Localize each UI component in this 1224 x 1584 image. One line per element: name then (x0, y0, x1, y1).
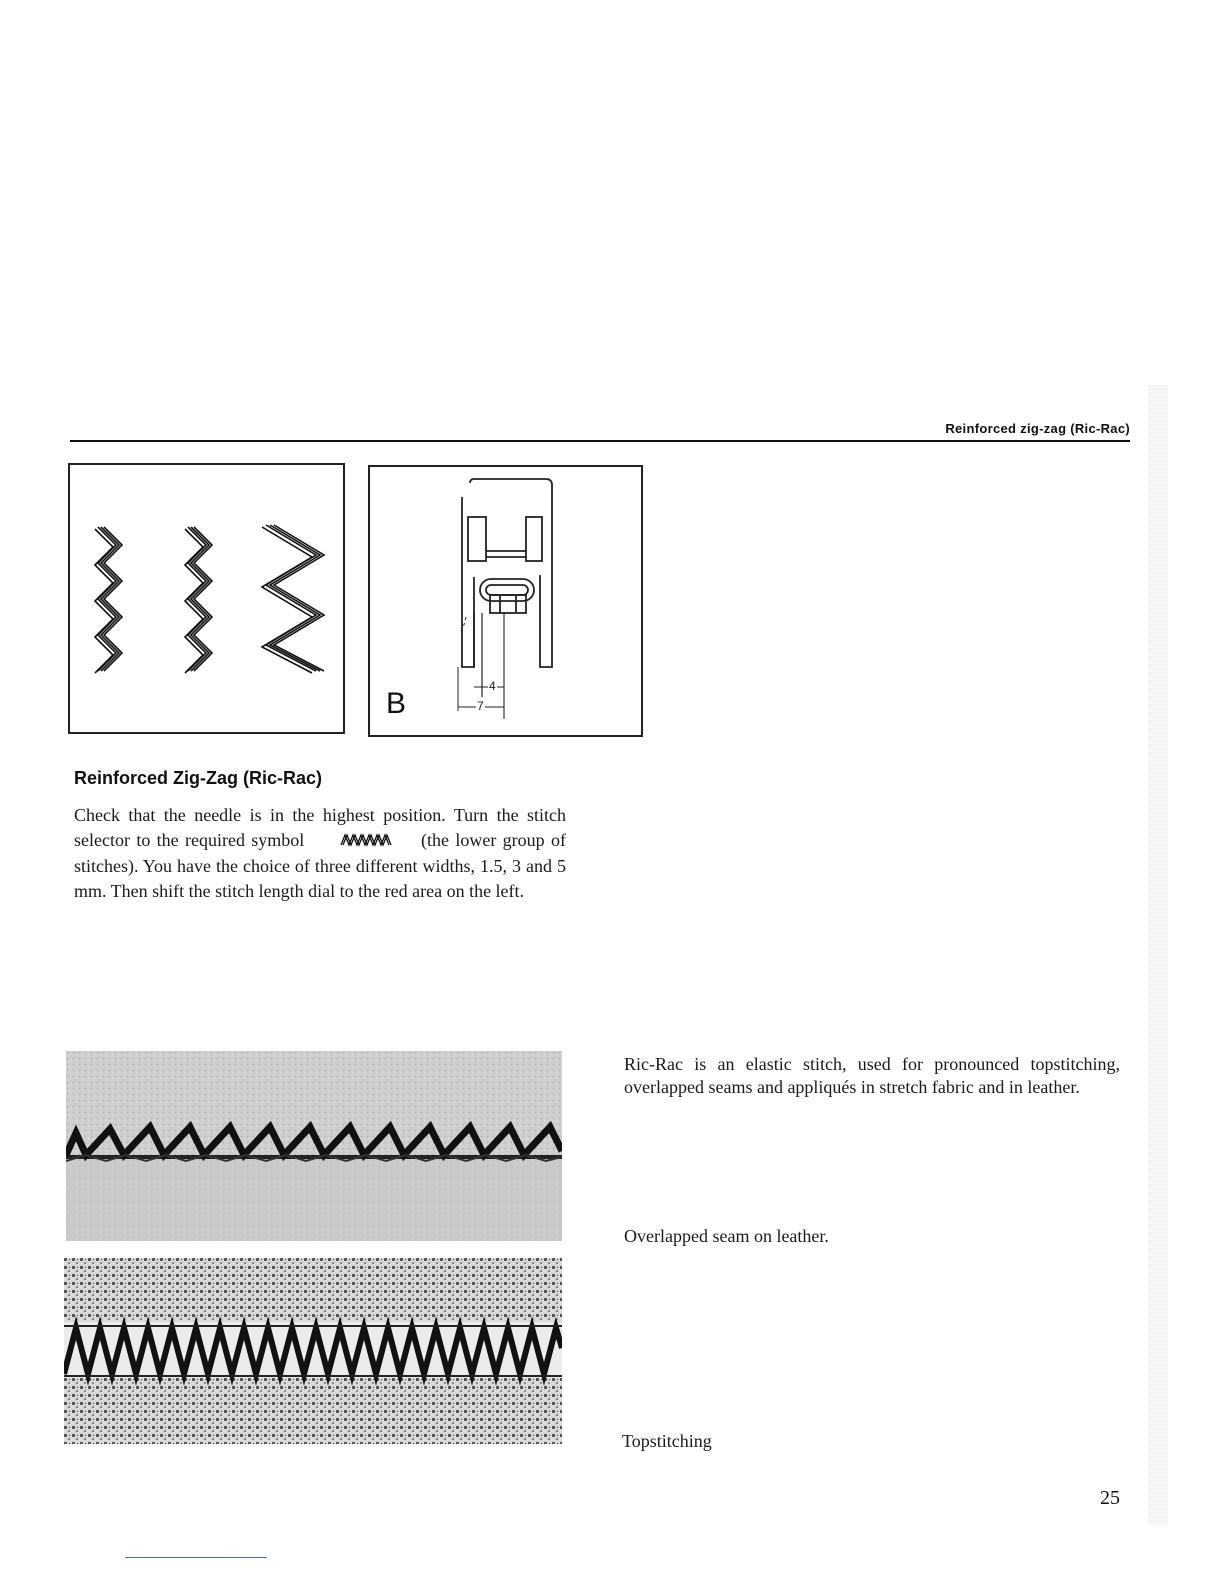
presser-foot-icon (370, 467, 641, 735)
page-number: 25 (1100, 1487, 1120, 1509)
instructions-text-end: (the lower group of stitches). You have the choice of three different widths, 1.5, 3 and 5 mm. Then shift the stitch length dial to the red area on the left. (74, 830, 566, 902)
leather-caption: Overlapped seam on leather. (624, 1226, 829, 1246)
knit-topstitch-photo (64, 1258, 562, 1444)
leather-seam-photo (66, 1051, 562, 1241)
dimension-outer-label: 7 (477, 699, 484, 713)
header-rule (70, 440, 1130, 442)
running-header: Reinforced zig-zag (Ric-Rac) (945, 421, 1130, 436)
instructions-paragraph (74, 803, 566, 904)
instructions-text-start: Check that the needle is in the highest position. Turn the stitch selector to the required symbol (74, 805, 566, 850)
topstitching-caption: Topstitching (622, 1431, 712, 1451)
zigzag-stitch-samples-icon (70, 465, 343, 732)
figure-label-b: B (386, 687, 407, 720)
ric-rac-description: Ric-Rac is an elastic stitch, used for pronounced topstitching, overlapped seams and appliqués in stretch fabric and in leather. (624, 1054, 1120, 1097)
presser-foot-figure (368, 465, 643, 737)
ric-rac-symbol-icon (339, 829, 393, 854)
section-heading: Reinforced Zig-Zag (Ric-Rac) (74, 768, 323, 788)
stitch-samples-figure (68, 463, 345, 734)
footer-link-line (125, 1557, 267, 1558)
page-edge-shadow (1148, 385, 1168, 1525)
dimension-inner-label: 4 (489, 679, 496, 693)
